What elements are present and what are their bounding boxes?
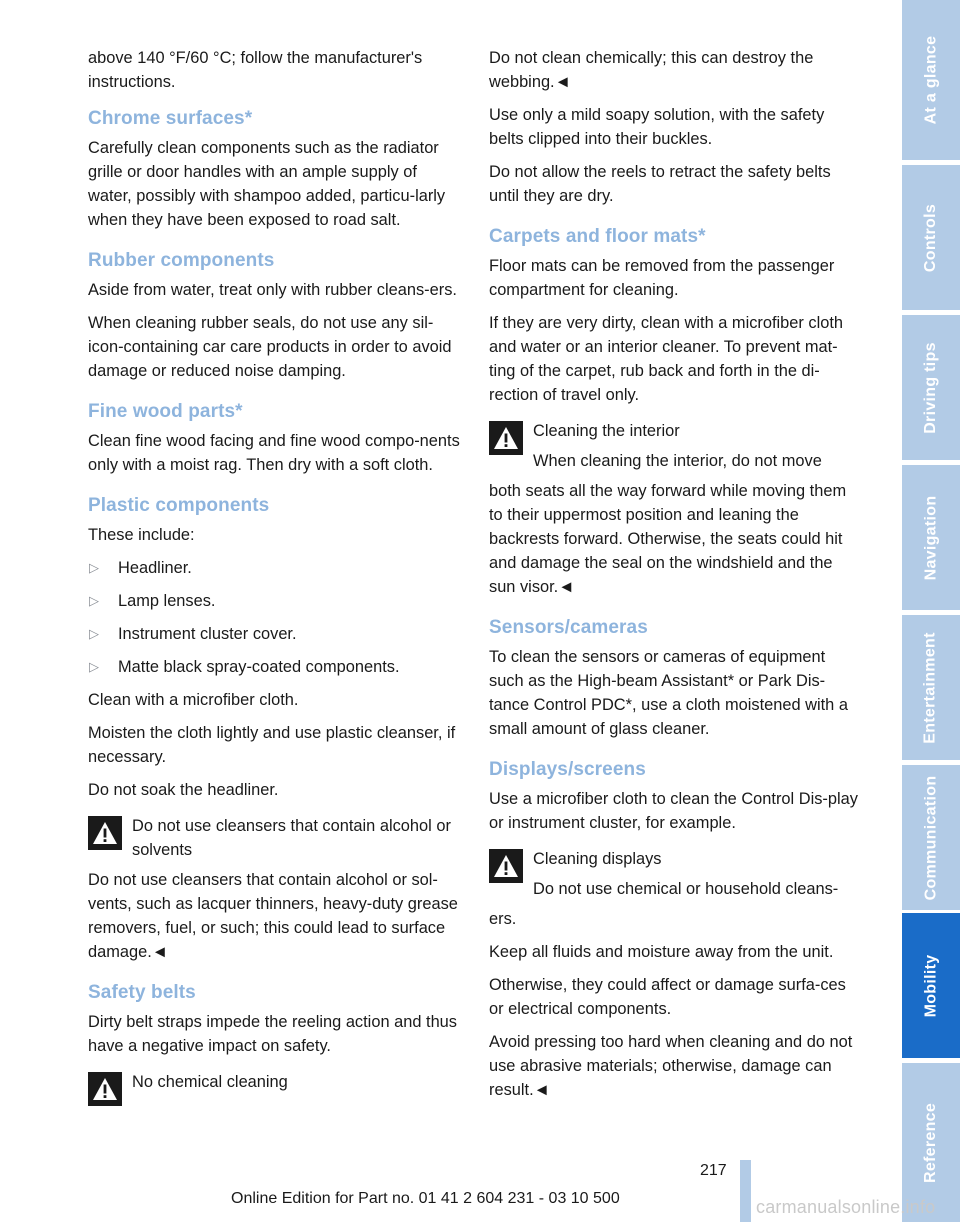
belts-text: Dirty belt straps impede the reeling action and thus have a negative impact on safety.: [88, 1013, 457, 1055]
warning-block: [489, 847, 863, 907]
warning-title: Do not use cleansers that contain alcohol or solvents: [132, 817, 451, 859]
tab-entertainment[interactable]: Entertainment: [902, 615, 960, 760]
chapter-tabs: [902, 0, 960, 1222]
rubber-text-2: When cleaning rubber seals, do not use any sil-icon-containing car care products in order to avoid damage or reduced noise damping.: [88, 314, 452, 380]
right-column: [489, 46, 863, 1111]
tab-driving-tips[interactable]: Driving tips: [902, 315, 960, 460]
tab-controls[interactable]: Controls: [902, 165, 960, 310]
triangle-bullet-icon: ▷: [89, 593, 99, 608]
tab-navigation[interactable]: Navigation: [902, 465, 960, 610]
heading-carpets-floor-mats: Carpets and floor mats*: [489, 226, 706, 247]
warning-continuation: Do not clean chemically; this can destroy the webbing.◄: [489, 49, 814, 91]
plastic-text-2: Moisten the cloth lightly and use plastic cleanser, if necessary.: [88, 724, 456, 766]
heading-displays-screens: Displays/screens: [489, 759, 646, 780]
watermark: carmanualsonline.info: [756, 1197, 936, 1217]
tab-at-a-glance[interactable]: At a glance: [902, 0, 960, 160]
sensors-text: To clean the sensors or cameras of equipment such as the High-beam Assistant* or Park Dis-tance Control PDC*, use a cloth moistened with a small amount of glass cleaner.: [489, 648, 848, 738]
heading-chrome-surfaces: Chrome surfaces*: [88, 108, 253, 129]
carpets-text-1: Floor mats can be removed from the passenger compartment for cleaning.: [489, 257, 835, 299]
warning-line: Do not use chemical or household cleans-: [533, 880, 839, 898]
rubber-text-1: Aside from water, treat only with rubber cleans-ers.: [88, 281, 457, 299]
displays-text-2: Keep all fluids and moisture away from the unit.: [489, 943, 834, 961]
tab-mobility[interactable]: Mobility: [902, 913, 960, 1058]
list-item: [88, 556, 462, 580]
warning-text: ers.: [489, 910, 517, 928]
warning-block: [88, 814, 462, 868]
warning-text: both seats all the way forward while moving them to their uppermost position and leaning the backrests forward. Otherwise, the seats could hit and damage the seal on the windshield and the sun visor.◄: [489, 482, 847, 596]
heading-rubber-components: Rubber components: [88, 250, 275, 271]
plastic-intro: These include:: [88, 526, 195, 544]
tab-reference[interactable]: Reference: [902, 1063, 960, 1222]
list-item: [88, 622, 462, 646]
triangle-bullet-icon: ▷: [89, 626, 99, 641]
list-item-text: Headliner.: [118, 559, 192, 577]
list-item: [88, 655, 462, 679]
warning-title: Cleaning the interior: [533, 422, 680, 440]
left-column: [88, 46, 462, 1106]
list-item: [88, 589, 462, 613]
warning-line: When cleaning the interior, do not move: [533, 452, 822, 470]
triangle-bullet-icon: ▷: [89, 659, 99, 674]
warning-title: Cleaning displays: [533, 850, 662, 868]
warning-block: [489, 419, 863, 479]
list-item-text: Matte black spray-coated components.: [118, 658, 400, 676]
belts-text-3: Do not allow the reels to retract the safety belts until they are dry.: [489, 163, 831, 205]
belts-text-2: Use only a mild soapy solution, with the safety belts clipped into their buckles.: [489, 106, 825, 148]
warning-triangle-icon: [88, 814, 132, 868]
heading-fine-wood-parts: Fine wood parts*: [88, 401, 243, 422]
plastic-text-1: Clean with a microfiber cloth.: [88, 691, 299, 709]
warning-block: [88, 1070, 462, 1106]
chrome-text: Carefully clean components such as the radiator grille or door handles with an ample supply of water, possibly with shampoo added, particu-larly when they have been exposed to road salt.: [88, 139, 446, 229]
triangle-bullet-icon: ▷: [89, 560, 99, 575]
intro-text: above 140 °F/60 °C; follow the manufacturer's instructions.: [88, 49, 423, 91]
page-marker-bar: [740, 1160, 751, 1222]
carpets-text-2: If they are very dirty, clean with a microfiber cloth and water or an interior cleaner. To prevent mat-ting of the carpet, rub back and forth in the di-rection of travel only.: [489, 314, 844, 404]
displays-text-3: Otherwise, they could affect or damage surfa-ces or electrical components.: [489, 976, 846, 1018]
warning-triangle-icon: [489, 847, 533, 907]
warning-title: No chemical cleaning: [132, 1073, 288, 1091]
heading-safety-belts: Safety belts: [88, 982, 196, 1003]
footer-edition: Online Edition for Part no. 01 41 2 604 231 - 03 10 500: [231, 1190, 620, 1207]
wood-text: Clean fine wood facing and fine wood compo-nents only with a moist rag. Then dry with a soft cloth.: [88, 432, 460, 474]
warning-text: Do not use cleansers that contain alcohol or sol-vents, such as lacquer thinners, heavy-duty grease removers, fuel, or such; this could lead to surface damage.◄: [88, 871, 458, 961]
warning-triangle-icon: [88, 1070, 132, 1106]
displays-text-4: Avoid pressing too hard when cleaning and do not use abrasive materials; otherwise, damage can result.◄: [489, 1033, 853, 1099]
heading-sensors-cameras: Sensors/cameras: [489, 617, 648, 638]
tab-communication[interactable]: Communication: [902, 765, 960, 910]
warning-triangle-icon: [489, 419, 533, 479]
heading-plastic-components: Plastic components: [88, 495, 270, 516]
plastic-text-3: Do not soak the headliner.: [88, 781, 279, 799]
list-item-text: Instrument cluster cover.: [118, 625, 297, 643]
list-item-text: Lamp lenses.: [118, 592, 216, 610]
page-number: 217: [700, 1162, 727, 1179]
displays-text: Use a microfiber cloth to clean the Control Dis-play or instrument cluster, for example.: [489, 790, 858, 832]
